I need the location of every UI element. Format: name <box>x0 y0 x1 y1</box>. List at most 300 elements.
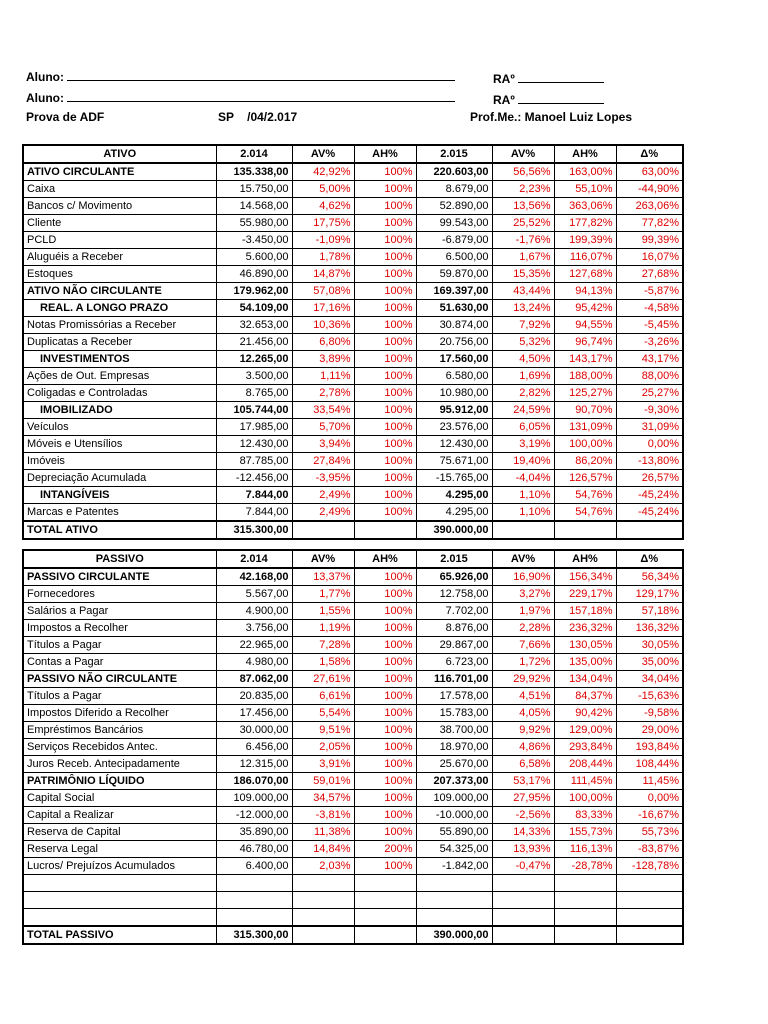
exam-date: SP /04/2.017 <box>218 110 298 124</box>
cell-av15: 5,32% <box>492 334 554 351</box>
cell-ah14: 100% <box>354 215 416 232</box>
cell-ah14: 100% <box>354 402 416 419</box>
cell-label: Aluguéis a Receber <box>23 249 216 266</box>
cell-ah15: 116,07% <box>554 249 616 266</box>
cell-v14: 87.785,00 <box>216 453 292 470</box>
column-header: AV% <box>292 550 354 568</box>
cell-delta: 16,07% <box>616 249 683 266</box>
cell-delta: 43,17% <box>616 351 683 368</box>
ativo-header-row <box>23 145 683 163</box>
table-row <box>23 317 683 334</box>
column-header: AV% <box>492 145 554 163</box>
ra-field[interactable] <box>518 92 604 104</box>
cell-av14: 3,91% <box>292 756 354 773</box>
cell-v15: 23.576,00 <box>416 419 492 436</box>
cell-v15: 6.580,00 <box>416 368 492 385</box>
cell-av15: -0,47% <box>492 858 554 875</box>
total-2015: 390.000,00 <box>416 926 492 944</box>
cell-v15: 54.325,00 <box>416 841 492 858</box>
cell-av14: 33,54% <box>292 402 354 419</box>
cell-delta: 55,73% <box>616 824 683 841</box>
table-row <box>23 504 683 522</box>
cell-delta: -5,45% <box>616 317 683 334</box>
table-row <box>23 419 683 436</box>
cell-av14: 9,51% <box>292 722 354 739</box>
ra-field[interactable] <box>518 71 604 83</box>
cell-av15: 1,72% <box>492 654 554 671</box>
column-header: AV% <box>292 145 354 163</box>
cell-delta: -9,58% <box>616 705 683 722</box>
cell-ah14: 100% <box>354 163 416 181</box>
cell-av14: 1,11% <box>292 368 354 385</box>
cell-ah14: 100% <box>354 436 416 453</box>
cell-delta: -5,87% <box>616 283 683 300</box>
cell-v14: 109.000,00 <box>216 790 292 807</box>
cell-label: Títulos a Pagar <box>23 637 216 654</box>
cell-ah14: 100% <box>354 790 416 807</box>
cell-av15: 1,69% <box>492 368 554 385</box>
cell-av15: -4,04% <box>492 470 554 487</box>
cell-av14 <box>292 892 354 909</box>
cell-v14: 12.430,00 <box>216 436 292 453</box>
cell-delta: 27,68% <box>616 266 683 283</box>
cell-label: Salários a Pagar <box>23 603 216 620</box>
cell-av15: 14,33% <box>492 824 554 841</box>
cell-v15: 25.670,00 <box>416 756 492 773</box>
column-header: ATIVO <box>23 145 216 163</box>
column-header: Δ% <box>616 550 683 568</box>
cell-delta: 29,00% <box>616 722 683 739</box>
cell-av15: 2,28% <box>492 620 554 637</box>
ra-line-2 <box>493 92 604 107</box>
table-row <box>23 875 683 892</box>
cell-ah14: 100% <box>354 504 416 522</box>
cell-av14: 1,19% <box>292 620 354 637</box>
column-header: AH% <box>554 145 616 163</box>
cell-label: Duplicatas a Receber <box>23 334 216 351</box>
cell-delta: -16,67% <box>616 807 683 824</box>
cell-ah15: 188,00% <box>554 368 616 385</box>
table-row <box>23 470 683 487</box>
cell-ah14: 100% <box>354 351 416 368</box>
cell-av14: 11,38% <box>292 824 354 841</box>
cell-ah14: 100% <box>354 858 416 875</box>
cell-av15 <box>492 892 554 909</box>
cell-ah14: 100% <box>354 705 416 722</box>
cell-ah15: 236,32% <box>554 620 616 637</box>
aluno-name-field[interactable] <box>67 90 455 102</box>
cell-ah15: 86,20% <box>554 453 616 470</box>
cell-v15: 15.783,00 <box>416 705 492 722</box>
cell-delta: 31,09% <box>616 419 683 436</box>
cell-v14: 54.109,00 <box>216 300 292 317</box>
cell-v15: 169.397,00 <box>416 283 492 300</box>
cell-ah14: 100% <box>354 317 416 334</box>
table-row <box>23 266 683 283</box>
cell-ah15: 143,17% <box>554 351 616 368</box>
cell-v14 <box>216 892 292 909</box>
cell-ah15: 156,34% <box>554 568 616 586</box>
cell-label: PASSIVO NÃO CIRCULANTE <box>23 671 216 688</box>
cell-v15: 220.603,00 <box>416 163 492 181</box>
cell-label: Depreciação Acumulada <box>23 470 216 487</box>
cell-av15: 53,17% <box>492 773 554 790</box>
cell-label: Serviços Recebidos Antec. <box>23 739 216 756</box>
cell-ah14: 100% <box>354 198 416 215</box>
cell-av14: 17,75% <box>292 215 354 232</box>
cell-v15: 207.373,00 <box>416 773 492 790</box>
cell-label: Reserva de Capital <box>23 824 216 841</box>
cell-ah15: 125,27% <box>554 385 616 402</box>
cell-v14: 87.062,00 <box>216 671 292 688</box>
passivo-header-row <box>23 550 683 568</box>
cell-ah15: 293,84% <box>554 739 616 756</box>
cell-label: PATRIMÔNIO LÍQUIDO <box>23 773 216 790</box>
column-header: Δ% <box>616 145 683 163</box>
cell-av15: 29,92% <box>492 671 554 688</box>
cell-av15: 13,56% <box>492 198 554 215</box>
cell-v15: 6.723,00 <box>416 654 492 671</box>
cell-ah15: 129,00% <box>554 722 616 739</box>
cell-ah14: 100% <box>354 773 416 790</box>
cell-delta: -15,63% <box>616 688 683 705</box>
cell-v14: 5.600,00 <box>216 249 292 266</box>
cell-v15: 95.912,00 <box>416 402 492 419</box>
table-row <box>23 739 683 756</box>
cell-av15: 4,86% <box>492 739 554 756</box>
cell-v15: 75.671,00 <box>416 453 492 470</box>
table-row <box>23 586 683 603</box>
cell-label: Impostos Diferido a Recolher <box>23 705 216 722</box>
cell-ah15: 131,09% <box>554 419 616 436</box>
exam-title: Prova de ADF <box>26 110 105 124</box>
cell-label: Imóveis <box>23 453 216 470</box>
table-row <box>23 215 683 232</box>
cell-av14: 1,55% <box>292 603 354 620</box>
empty-cell <box>554 926 616 944</box>
cell-av14: 6,80% <box>292 334 354 351</box>
table-row <box>23 671 683 688</box>
cell-av15: 7,66% <box>492 637 554 654</box>
aluno-label: Aluno: <box>26 91 64 105</box>
cell-ah15: 100,00% <box>554 436 616 453</box>
column-header: PASSIVO <box>23 550 216 568</box>
cell-v14: -12.000,00 <box>216 807 292 824</box>
empty-cell <box>292 926 354 944</box>
cell-v14: 8.765,00 <box>216 385 292 402</box>
cell-v15: 17.578,00 <box>416 688 492 705</box>
cell-ah15: 177,82% <box>554 215 616 232</box>
cell-v14: 6.400,00 <box>216 858 292 875</box>
aluno-line-2 <box>26 90 455 105</box>
cell-label: Notas Promissórias a Receber <box>23 317 216 334</box>
cell-av14: 13,37% <box>292 568 354 586</box>
cell-label: Capital Social <box>23 790 216 807</box>
cell-av14: 2,49% <box>292 504 354 522</box>
column-header: 2.014 <box>216 145 292 163</box>
cell-ah14: 100% <box>354 620 416 637</box>
cell-av15: -2,56% <box>492 807 554 824</box>
cell-ah15 <box>554 892 616 909</box>
total-2015: 390.000,00 <box>416 521 492 539</box>
cell-v15: 6.500,00 <box>416 249 492 266</box>
cell-av14: 5,70% <box>292 419 354 436</box>
cell-av15: 6,05% <box>492 419 554 436</box>
cell-ah15: -28,78% <box>554 858 616 875</box>
cell-av15: 1,97% <box>492 603 554 620</box>
table-row <box>23 722 683 739</box>
cell-delta: 26,57% <box>616 470 683 487</box>
cell-delta: 63,00% <box>616 163 683 181</box>
cell-delta <box>616 875 683 892</box>
cell-v15: 38.700,00 <box>416 722 492 739</box>
cell-label <box>23 892 216 909</box>
cell-av14: 57,08% <box>292 283 354 300</box>
cell-ah14: 100% <box>354 603 416 620</box>
passivo-table <box>22 549 684 945</box>
cell-v14: 105.744,00 <box>216 402 292 419</box>
cell-delta: -128,78% <box>616 858 683 875</box>
cell-v14: 35.890,00 <box>216 824 292 841</box>
cell-v15: 18.970,00 <box>416 739 492 756</box>
cell-av15: 15,35% <box>492 266 554 283</box>
column-header: AH% <box>354 550 416 568</box>
cell-v15: -15.765,00 <box>416 470 492 487</box>
cell-av15 <box>492 875 554 892</box>
column-header: AH% <box>554 550 616 568</box>
cell-label: Lucros/ Prejuízos Acumulados <box>23 858 216 875</box>
table-row <box>23 705 683 722</box>
total-2014: 315.300,00 <box>216 926 292 944</box>
cell-ah15: 96,74% <box>554 334 616 351</box>
table-row <box>23 385 683 402</box>
cell-ah14: 100% <box>354 756 416 773</box>
cell-ah15: 100,00% <box>554 790 616 807</box>
table-row <box>23 909 683 927</box>
cell-ah15: 363,06% <box>554 198 616 215</box>
cell-ah15: 94,55% <box>554 317 616 334</box>
cell-av15: 19,40% <box>492 453 554 470</box>
total-row <box>23 521 683 539</box>
aluno-name-field[interactable] <box>67 69 455 81</box>
cell-av14: 34,57% <box>292 790 354 807</box>
cell-av15 <box>492 909 554 927</box>
cell-delta: 88,00% <box>616 368 683 385</box>
column-header: 2.015 <box>416 145 492 163</box>
cell-delta: -3,26% <box>616 334 683 351</box>
cell-av14: 3,94% <box>292 436 354 453</box>
table-row <box>23 603 683 620</box>
cell-label: Empréstimos Bancários <box>23 722 216 739</box>
cell-delta: 11,45% <box>616 773 683 790</box>
cell-v15: 10.980,00 <box>416 385 492 402</box>
cell-av14: 2,78% <box>292 385 354 402</box>
cell-delta: 99,39% <box>616 232 683 249</box>
table-row <box>23 892 683 909</box>
cell-av14: -1,09% <box>292 232 354 249</box>
table-row <box>23 756 683 773</box>
cell-av14: 14,87% <box>292 266 354 283</box>
cell-v15: 59.870,00 <box>416 266 492 283</box>
cell-v15: -10.000,00 <box>416 807 492 824</box>
cell-av14 <box>292 909 354 927</box>
cell-ah15: 127,68% <box>554 266 616 283</box>
cell-av15: 13,24% <box>492 300 554 317</box>
cell-ah14: 100% <box>354 722 416 739</box>
cell-v14: 12.315,00 <box>216 756 292 773</box>
cell-v15: 4.295,00 <box>416 487 492 504</box>
cell-av14 <box>292 875 354 892</box>
cell-av15: 2,82% <box>492 385 554 402</box>
cell-label: ATIVO CIRCULANTE <box>23 163 216 181</box>
table-row <box>23 807 683 824</box>
cell-ah14: 100% <box>354 671 416 688</box>
cell-v14: 14.568,00 <box>216 198 292 215</box>
cell-ah14 <box>354 909 416 927</box>
cell-av14: 2,03% <box>292 858 354 875</box>
cell-delta <box>616 892 683 909</box>
cell-label: Coligadas e Controladas <box>23 385 216 402</box>
cell-v15: 52.890,00 <box>416 198 492 215</box>
cell-label: REAL. A LONGO PRAZO <box>23 300 216 317</box>
cell-av15: 4,05% <box>492 705 554 722</box>
professor-name: Prof.Me.: Manoel Luiz Lopes <box>470 110 633 124</box>
cell-av15: 1,67% <box>492 249 554 266</box>
cell-ah14: 100% <box>354 232 416 249</box>
table-row <box>23 688 683 705</box>
cell-label: Caixa <box>23 181 216 198</box>
cell-av14: 10,36% <box>292 317 354 334</box>
empty-cell <box>492 521 554 539</box>
cell-label: Impostos a Recolher <box>23 620 216 637</box>
cell-v14: 55.980,00 <box>216 215 292 232</box>
cell-av15: 56,56% <box>492 163 554 181</box>
cell-av14: 3,89% <box>292 351 354 368</box>
cell-v14: 32.653,00 <box>216 317 292 334</box>
cell-label: Fornecedores <box>23 586 216 603</box>
total-2014: 315.300,00 <box>216 521 292 539</box>
cell-label: PCLD <box>23 232 216 249</box>
table-row <box>23 654 683 671</box>
cell-ah15: 130,05% <box>554 637 616 654</box>
cell-ah14: 100% <box>354 266 416 283</box>
cell-ah15: 94,13% <box>554 283 616 300</box>
cell-av15: 1,10% <box>492 504 554 522</box>
cell-ah15: 83,33% <box>554 807 616 824</box>
column-header: 2.015 <box>416 550 492 568</box>
cell-ah14: 100% <box>354 470 416 487</box>
cell-ah15: 157,18% <box>554 603 616 620</box>
cell-delta: 0,00% <box>616 436 683 453</box>
cell-label: Estoques <box>23 266 216 283</box>
table-row <box>23 487 683 504</box>
cell-v14: 4.900,00 <box>216 603 292 620</box>
cell-v14: 30.000,00 <box>216 722 292 739</box>
cell-delta: 30,05% <box>616 637 683 654</box>
cell-v14: 46.780,00 <box>216 841 292 858</box>
cell-label: Bancos c/ Movimento <box>23 198 216 215</box>
cell-av14: 2,49% <box>292 487 354 504</box>
cell-v14: 5.567,00 <box>216 586 292 603</box>
cell-v15: -6.879,00 <box>416 232 492 249</box>
cell-delta: 57,18% <box>616 603 683 620</box>
cell-v14: 22.965,00 <box>216 637 292 654</box>
cell-label: Capital a Realizar <box>23 807 216 824</box>
cell-av14: 27,84% <box>292 453 354 470</box>
cell-ah15: 54,76% <box>554 487 616 504</box>
cell-ah14: 100% <box>354 807 416 824</box>
cell-av14: -3,95% <box>292 470 354 487</box>
cell-av14: 17,16% <box>292 300 354 317</box>
cell-label: Reserva Legal <box>23 841 216 858</box>
cell-v15: 65.926,00 <box>416 568 492 586</box>
cell-av15: 27,95% <box>492 790 554 807</box>
cell-av15: 6,58% <box>492 756 554 773</box>
cell-av15: 25,52% <box>492 215 554 232</box>
table-row <box>23 858 683 875</box>
cell-ah15: 55,10% <box>554 181 616 198</box>
cell-ah14 <box>354 892 416 909</box>
cell-v14: 12.265,00 <box>216 351 292 368</box>
cell-v14: 17.985,00 <box>216 419 292 436</box>
cell-v15: 8.679,00 <box>416 181 492 198</box>
cell-v14: 4.980,00 <box>216 654 292 671</box>
cell-label: PASSIVO CIRCULANTE <box>23 568 216 586</box>
cell-v14: 7.844,00 <box>216 487 292 504</box>
cell-delta: 129,17% <box>616 586 683 603</box>
cell-ah14: 100% <box>354 283 416 300</box>
empty-cell <box>354 521 416 539</box>
cell-ah14: 100% <box>354 181 416 198</box>
cell-delta: 56,34% <box>616 568 683 586</box>
empty-cell <box>354 926 416 944</box>
table-row <box>23 368 683 385</box>
cell-ah15 <box>554 909 616 927</box>
table-row <box>23 453 683 470</box>
cell-av14: -3,81% <box>292 807 354 824</box>
cell-delta <box>616 909 683 927</box>
cell-ah15: 116,13% <box>554 841 616 858</box>
cell-av14: 6,61% <box>292 688 354 705</box>
cell-av15: 9,92% <box>492 722 554 739</box>
total-label: TOTAL ATIVO <box>23 521 216 539</box>
cell-ah14 <box>354 875 416 892</box>
cell-v14: 21.456,00 <box>216 334 292 351</box>
cell-ah14: 100% <box>354 385 416 402</box>
cell-av14: 2,05% <box>292 739 354 756</box>
cell-v14: 7.844,00 <box>216 504 292 522</box>
cell-delta: 35,00% <box>616 654 683 671</box>
table-row <box>23 351 683 368</box>
table-row <box>23 620 683 637</box>
table-row <box>23 790 683 807</box>
table-row <box>23 637 683 654</box>
cell-label: Marcas e Patentes <box>23 504 216 522</box>
cell-av15: 4,50% <box>492 351 554 368</box>
cell-label: Ações de Out. Empresas <box>23 368 216 385</box>
cell-ah15: 90,42% <box>554 705 616 722</box>
cell-delta: -44,90% <box>616 181 683 198</box>
table-row <box>23 568 683 586</box>
ra-label: RAº <box>493 72 515 86</box>
ra-label: RAº <box>493 93 515 107</box>
cell-ah14: 200% <box>354 841 416 858</box>
cell-v15: 4.295,00 <box>416 504 492 522</box>
cell-av15: 24,59% <box>492 402 554 419</box>
cell-av14: 59,01% <box>292 773 354 790</box>
cell-ah14: 100% <box>354 453 416 470</box>
cell-v14: 186.070,00 <box>216 773 292 790</box>
